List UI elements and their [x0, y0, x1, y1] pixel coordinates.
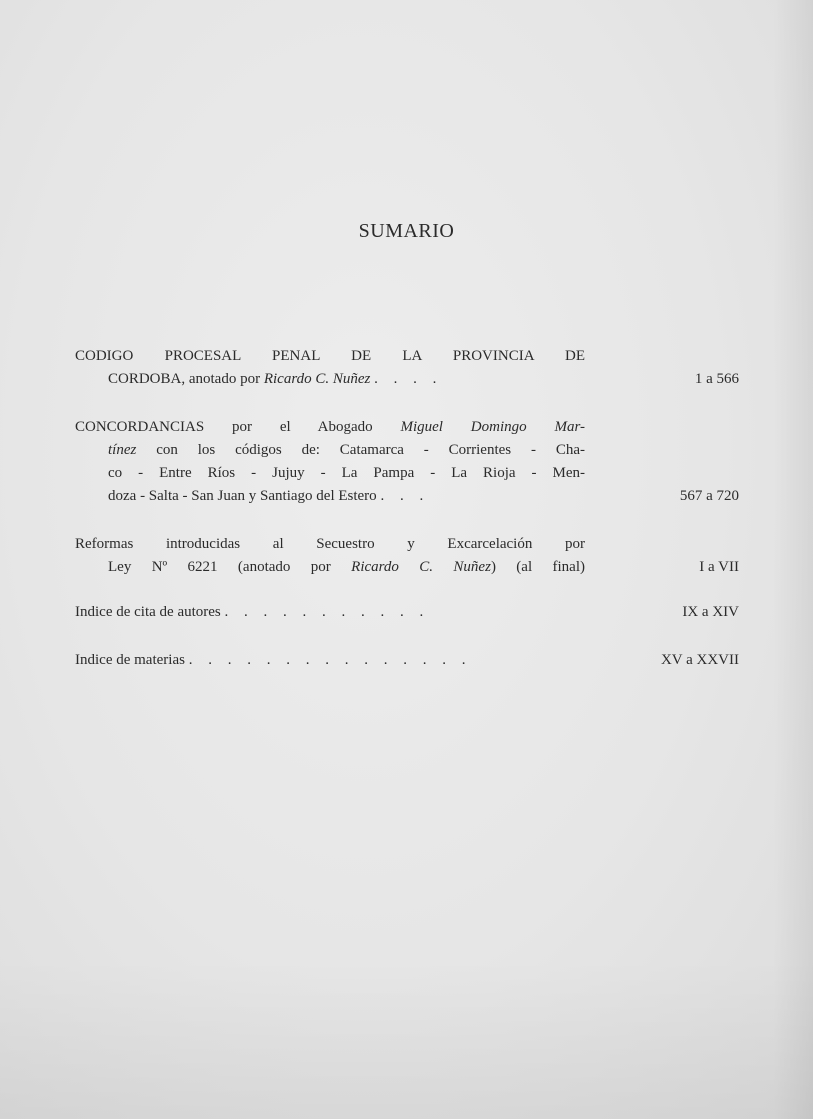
toc-entry-text: CONCORDANCIAS por el Abogado Miguel Domingo Mar- [75, 419, 585, 435]
toc-entry-text: Ley Nº 6221 (anotado por Ricardo C. Nuñez) (al final) [108, 559, 585, 575]
page-bottom-shadow [0, 959, 813, 1119]
toc-entry-text: tínez con los códigos de: Catamarca - Corrientes - Cha- [108, 442, 585, 458]
toc-entry-concordancias [75, 416, 739, 508]
toc-entry-text: Indice de cita de autores . . . . . . . . . . . [75, 604, 430, 620]
toc-line [75, 556, 739, 579]
toc-entry-text: Reformas introducidas al Secuestro y Excarcelación por [75, 536, 585, 552]
toc-line [75, 533, 739, 556]
toc-line [75, 462, 739, 485]
toc-entry-text: doza - Salta - San Juan y Santiago del Estero . . . [108, 488, 430, 504]
author-name: Ricardo C. Nuñez [263, 371, 371, 387]
toc-line [75, 601, 739, 624]
leader-dots: . . . [380, 488, 430, 504]
author-name: Ricardo C. Nuñez [351, 559, 491, 575]
leader-dots: . . . . . . . . . . . [224, 604, 430, 620]
page-range: IX a XIV [682, 604, 739, 620]
toc-line [75, 416, 739, 439]
toc-entry-indice-materias [75, 649, 739, 672]
leader-dots: . . . . [374, 371, 443, 387]
toc-entry-text: CODIGO PROCESAL PENAL DE LA PROVINCIA DE [75, 348, 585, 364]
toc-entry-indice-autores [75, 601, 739, 624]
toc-line [75, 649, 739, 672]
page-title: SUMARIO [358, 220, 455, 242]
page-range: I a VII [699, 559, 739, 575]
toc-entry-codigo-procesal [75, 345, 739, 391]
page-edge-shadow [773, 0, 813, 1119]
toc-entry-reformas [75, 533, 739, 579]
page-range: XV a XXVII [660, 652, 739, 668]
author-name: Miguel Domingo Mar- [400, 419, 585, 435]
author-name: tínez [108, 442, 137, 458]
leader-dots: . . . . . . . . . . . . . . . [188, 652, 472, 668]
page-range: 567 a 720 [679, 488, 739, 504]
toc-line [75, 439, 739, 462]
toc-entry-text: CORDOBA, anotado por Ricardo C. Nuñez . . . . [108, 371, 443, 387]
toc-line [75, 368, 739, 391]
toc-line [75, 485, 739, 508]
toc-entry-text: Indice de materias . . . . . . . . . . . . . . . [75, 652, 472, 668]
page-range: 1 a 566 [694, 371, 739, 387]
toc-entry-text: co - Entre Ríos - Jujuy - La Pampa - La Rioja - Men- [108, 465, 585, 481]
toc-line [75, 345, 739, 368]
